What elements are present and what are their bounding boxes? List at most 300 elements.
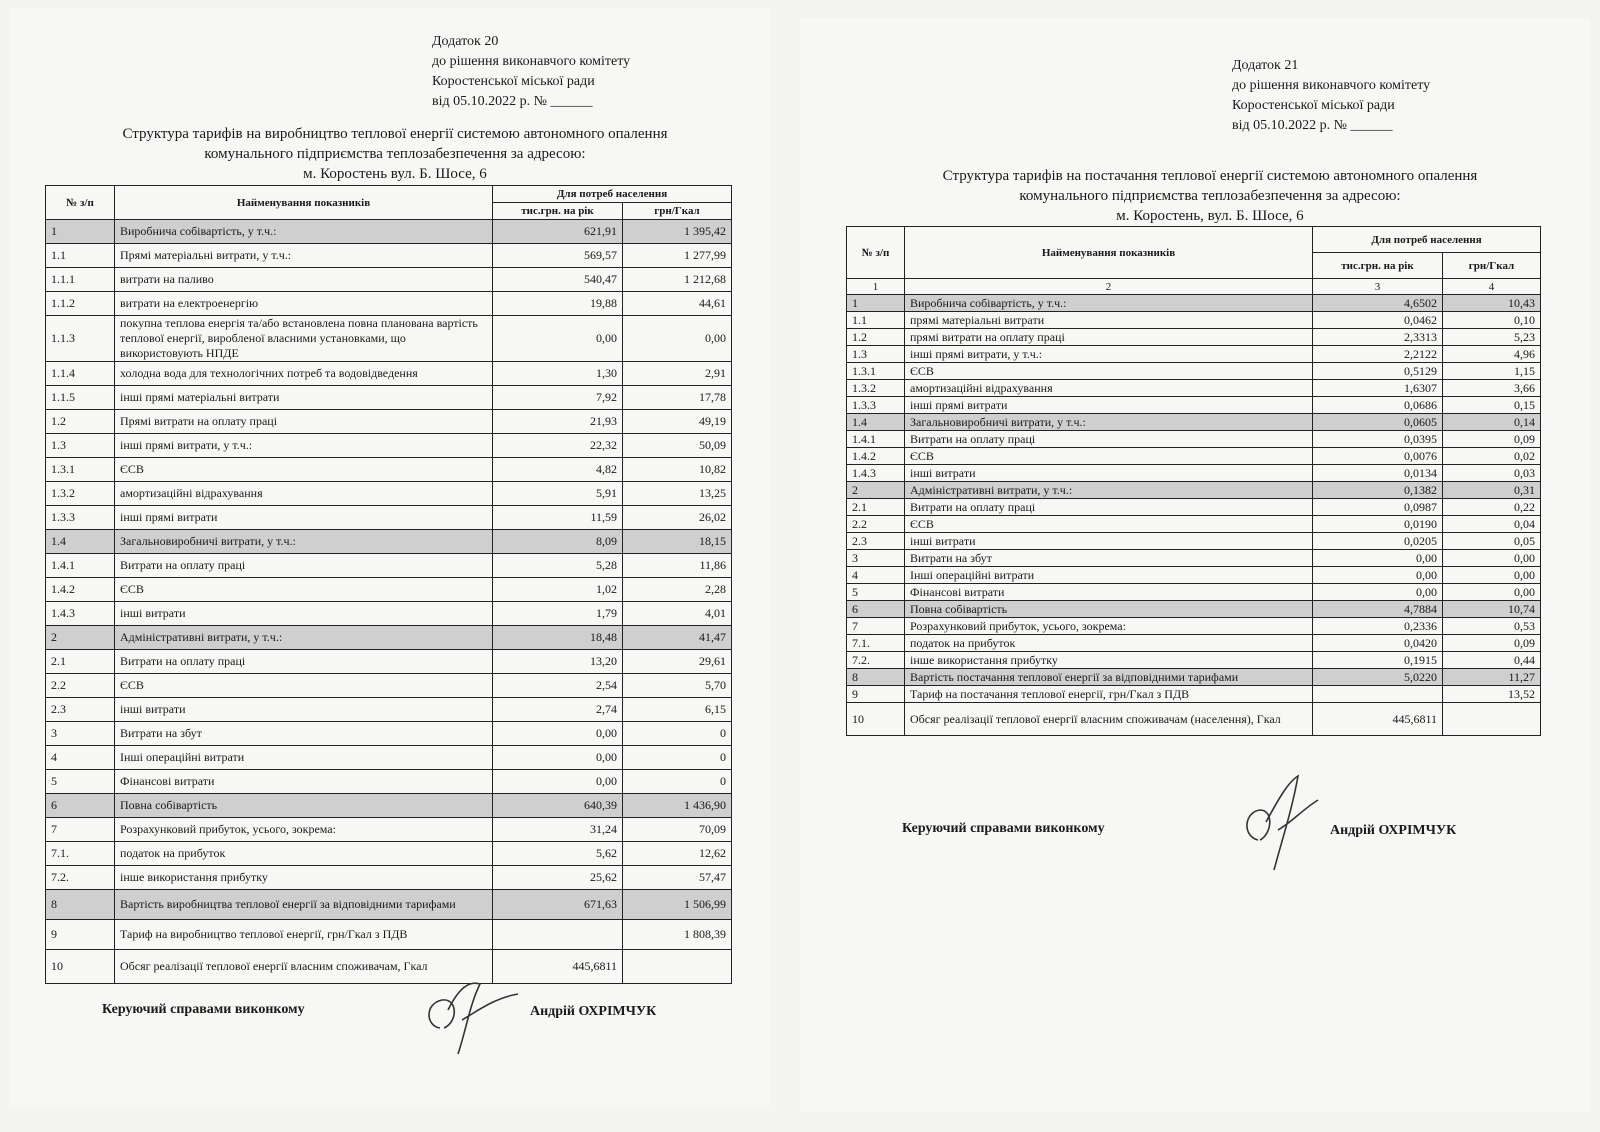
row-name: Вартість постачання теплової енергії за відповідними тарифами <box>905 669 1313 686</box>
right-table-body <box>847 295 1541 736</box>
row-name: ЄСВ <box>115 674 493 698</box>
row-name: інші витрати <box>115 698 493 722</box>
table-row <box>847 380 1541 397</box>
row-number: 3 <box>46 722 115 746</box>
row-value-thousand-uah: 5,0220 <box>1313 669 1443 686</box>
table-row <box>847 703 1541 736</box>
left-title: Структура тарифів на виробництво теплової енергії системою автономного опалення комунального підприємства теплозабезпечення за адресою: м. Коростень вул. Б. Шосе, 6 <box>122 126 668 182</box>
header-name: Найменування показників <box>905 227 1313 279</box>
header-col1: тис.грн. на рік <box>493 203 623 220</box>
row-value-uah-per-gcal: 0,22 <box>1443 499 1541 516</box>
row-value-uah-per-gcal: 4,01 <box>623 602 732 626</box>
row-name: Витрати на оплату праці <box>115 650 493 674</box>
row-value-uah-per-gcal: 0 <box>623 722 732 746</box>
row-name: ЄСВ <box>115 578 493 602</box>
row-number: 1.3 <box>46 434 115 458</box>
row-value-uah-per-gcal: 18,15 <box>623 530 732 554</box>
row-number: 2.2 <box>847 516 905 533</box>
row-name: Адміністративні витрати, у т.ч.: <box>115 626 493 650</box>
table-row <box>847 652 1541 669</box>
row-number: 2.3 <box>847 533 905 550</box>
row-value-thousand-uah: 0,1382 <box>1313 482 1443 499</box>
table-row <box>847 601 1541 618</box>
row-value-uah-per-gcal: 0,44 <box>1443 652 1541 669</box>
row-number: 4 <box>847 567 905 584</box>
table-row <box>847 584 1541 601</box>
row-value-uah-per-gcal: 11,86 <box>623 554 732 578</box>
row-number: 2.1 <box>847 499 905 516</box>
row-name: Фінансові витрати <box>905 584 1313 601</box>
table-row <box>46 220 732 244</box>
row-name: інші прямі матеріальні витрати <box>115 386 493 410</box>
row-value-thousand-uah: 5,91 <box>493 482 623 506</box>
right-handwritten-signature <box>1238 770 1338 880</box>
row-value-uah-per-gcal: 44,61 <box>623 292 732 316</box>
row-number: 1.4.3 <box>847 465 905 482</box>
header-group: Для потреб населення <box>1313 227 1541 253</box>
row-number: 7 <box>847 618 905 635</box>
table-row <box>847 499 1541 516</box>
table-row <box>46 842 732 866</box>
row-value-uah-per-gcal: 0 <box>623 746 732 770</box>
header-col2: грн/Гкал <box>1443 253 1541 279</box>
row-value-thousand-uah: 5,28 <box>493 554 623 578</box>
row-name: Прямі матеріальні витрати, у т.ч.: <box>115 244 493 268</box>
table-row <box>46 866 732 890</box>
row-value-thousand-uah: 0,5129 <box>1313 363 1443 380</box>
row-value-uah-per-gcal: 11,27 <box>1443 669 1541 686</box>
row-value-thousand-uah: 445,6811 <box>1313 703 1443 736</box>
row-value-uah-per-gcal: 1 395,42 <box>623 220 732 244</box>
row-value-thousand-uah: 13,20 <box>493 650 623 674</box>
row-name: Фінансові витрати <box>115 770 493 794</box>
left-table-body <box>46 220 732 984</box>
right-addendum: Додаток 21 до рішення виконавчого комітету Коростенської міської ради від 05.10.2022 р. № ______ <box>1232 58 1431 133</box>
table-row <box>46 506 732 530</box>
row-value-thousand-uah: 1,30 <box>493 362 623 386</box>
row-value-thousand-uah: 4,6502 <box>1313 295 1443 312</box>
table-row <box>46 244 732 268</box>
row-number: 3 <box>847 550 905 567</box>
table-row <box>847 482 1541 499</box>
header-index: 3 <box>1313 279 1443 295</box>
row-name: інші прямі витрати <box>905 397 1313 414</box>
row-value-uah-per-gcal: 1 212,68 <box>623 268 732 292</box>
table-row <box>46 890 732 920</box>
right-title: Структура тарифів на постачання теплової енергії системою автономного опалення комунального підприємства теплозабезпечення за адресою: м. Коростень, вул. Б. Шосе, 6 <box>942 168 1478 224</box>
row-name: інші прямі витрати <box>115 506 493 530</box>
row-value-thousand-uah: 0,0420 <box>1313 635 1443 652</box>
row-value-thousand-uah: 0,0605 <box>1313 414 1443 431</box>
row-value-uah-per-gcal: 49,19 <box>623 410 732 434</box>
row-number: 1.1.4 <box>46 362 115 386</box>
row-value-uah-per-gcal <box>1443 703 1541 736</box>
row-value-thousand-uah: 1,02 <box>493 578 623 602</box>
row-value-uah-per-gcal: 0,02 <box>1443 448 1541 465</box>
row-name: податок на прибуток <box>905 635 1313 652</box>
header-num: № з/п <box>46 186 115 220</box>
row-name: інше використання прибутку <box>905 652 1313 669</box>
row-name: Прямі витрати на оплату праці <box>115 410 493 434</box>
row-value-thousand-uah: 0,0076 <box>1313 448 1443 465</box>
row-value-thousand-uah <box>493 920 623 950</box>
row-value-thousand-uah: 0,00 <box>493 770 623 794</box>
row-value-thousand-uah: 4,7884 <box>1313 601 1443 618</box>
row-value-uah-per-gcal: 10,82 <box>623 458 732 482</box>
table-row <box>46 386 732 410</box>
row-number: 1.4.2 <box>847 448 905 465</box>
row-value-thousand-uah: 0,00 <box>1313 550 1443 567</box>
row-value-uah-per-gcal: 0,15 <box>1443 397 1541 414</box>
row-number: 9 <box>847 686 905 703</box>
table-row <box>46 458 732 482</box>
table-row <box>847 550 1541 567</box>
table-row <box>46 268 732 292</box>
row-number: 1.3.2 <box>46 482 115 506</box>
row-number: 1.3.2 <box>847 380 905 397</box>
table-row <box>46 410 732 434</box>
row-value-thousand-uah: 0,2336 <box>1313 618 1443 635</box>
row-value-uah-per-gcal: 1,15 <box>1443 363 1541 380</box>
row-number: 1.1.1 <box>46 268 115 292</box>
table-row <box>847 346 1541 363</box>
row-value-thousand-uah: 1,6307 <box>1313 380 1443 397</box>
row-value-uah-per-gcal: 0,00 <box>623 316 732 362</box>
row-number: 1.4.2 <box>46 578 115 602</box>
row-value-uah-per-gcal: 0,10 <box>1443 312 1541 329</box>
row-number: 1 <box>847 295 905 312</box>
row-value-thousand-uah: 2,3313 <box>1313 329 1443 346</box>
row-number: 7.1. <box>46 842 115 866</box>
row-number: 10 <box>46 950 115 984</box>
row-number: 2 <box>46 626 115 650</box>
row-value-thousand-uah: 0,00 <box>493 722 623 746</box>
row-value-uah-per-gcal: 0,00 <box>1443 567 1541 584</box>
row-number: 2.1 <box>46 650 115 674</box>
row-name: Витрати на оплату праці <box>905 431 1313 448</box>
row-value-thousand-uah: 0,00 <box>1313 584 1443 601</box>
row-value-thousand-uah: 11,59 <box>493 506 623 530</box>
row-value-thousand-uah: 0,0134 <box>1313 465 1443 482</box>
row-value-thousand-uah: 19,88 <box>493 292 623 316</box>
row-number: 7.1. <box>847 635 905 652</box>
row-value-thousand-uah: 0,00 <box>493 746 623 770</box>
row-number: 1.3.3 <box>46 506 115 530</box>
row-number: 7.2. <box>46 866 115 890</box>
table-row <box>46 698 732 722</box>
row-value-uah-per-gcal: 0,03 <box>1443 465 1541 482</box>
row-name: Виробнича собівартість, у т.ч.: <box>115 220 493 244</box>
row-value-uah-per-gcal: 57,47 <box>623 866 732 890</box>
table-row <box>46 650 732 674</box>
header-col1: тис.грн. на рік <box>1313 253 1443 279</box>
row-name: холодна вода для технологічних потреб та водовідведення <box>115 362 493 386</box>
left-addendum: Додаток 20 до рішення виконавчого комітету Коростенської міської ради від 05.10.2022 р. № ______ <box>432 34 631 109</box>
left-signature-role: Керуючий справами виконкому <box>102 1002 305 1017</box>
row-value-thousand-uah: 7,92 <box>493 386 623 410</box>
row-number: 1 <box>46 220 115 244</box>
row-number: 4 <box>46 746 115 770</box>
row-name: Виробнича собівартість, у т.ч.: <box>905 295 1313 312</box>
row-value-thousand-uah: 21,93 <box>493 410 623 434</box>
row-name: Розрахунковий прибуток, усього, зокрема: <box>905 618 1313 635</box>
table-row <box>46 602 732 626</box>
row-number: 6 <box>847 601 905 618</box>
row-name: покупна теплова енергія та/або встановлена повна планована вартість теплової енергії, виробленої власними установками, що використовують НПДЕ <box>115 316 493 362</box>
row-value-thousand-uah: 0,0395 <box>1313 431 1443 448</box>
row-value-thousand-uah: 0,0462 <box>1313 312 1443 329</box>
row-value-uah-per-gcal: 6,15 <box>623 698 732 722</box>
row-number: 1.1.5 <box>46 386 115 410</box>
row-value-thousand-uah: 2,2122 <box>1313 346 1443 363</box>
row-value-thousand-uah: 569,57 <box>493 244 623 268</box>
row-name: Обсяг реалізації теплової енергії власним споживачам, Гкал <box>115 950 493 984</box>
row-value-thousand-uah: 2,74 <box>493 698 623 722</box>
row-value-thousand-uah: 22,32 <box>493 434 623 458</box>
row-number: 5 <box>847 584 905 601</box>
row-value-uah-per-gcal: 0,31 <box>1443 482 1541 499</box>
row-name: Адміністративні витрати, у т.ч.: <box>905 482 1313 499</box>
table-row <box>46 316 732 362</box>
row-number: 1.3 <box>847 346 905 363</box>
table-row <box>46 578 732 602</box>
table-row <box>847 448 1541 465</box>
row-value-thousand-uah: 2,54 <box>493 674 623 698</box>
row-value-thousand-uah: 25,62 <box>493 866 623 890</box>
row-value-thousand-uah: 0,00 <box>493 316 623 362</box>
row-number: 1.2 <box>46 410 115 434</box>
row-name: амортизаційні відрахування <box>115 482 493 506</box>
row-value-thousand-uah: 0,1915 <box>1313 652 1443 669</box>
table-row <box>46 554 732 578</box>
row-number: 1.2 <box>847 329 905 346</box>
table-row <box>46 770 732 794</box>
table-row <box>847 516 1541 533</box>
row-number: 1.4.1 <box>46 554 115 578</box>
row-name: ЄСВ <box>905 448 1313 465</box>
row-name: Обсяг реалізації теплової енергії власним споживачам (населення), Гкал <box>905 703 1313 736</box>
row-number: 1.1.3 <box>46 316 115 362</box>
row-number: 2.2 <box>46 674 115 698</box>
row-value-uah-per-gcal: 0,04 <box>1443 516 1541 533</box>
table-row <box>847 618 1541 635</box>
header-index: 1 <box>847 279 905 295</box>
row-name: інші витрати <box>115 602 493 626</box>
left-handwritten-signature <box>418 970 538 1060</box>
row-number: 1.1 <box>847 312 905 329</box>
row-value-thousand-uah: 445,6811 <box>493 950 623 984</box>
row-name: ЄСВ <box>115 458 493 482</box>
table-row <box>847 363 1541 380</box>
table-row <box>46 434 732 458</box>
header-index: 2 <box>905 279 1313 295</box>
row-name: інше використання прибутку <box>115 866 493 890</box>
header-group: Для потреб населення <box>493 186 732 203</box>
row-value-uah-per-gcal: 1 277,99 <box>623 244 732 268</box>
row-name: Витрати на збут <box>115 722 493 746</box>
row-name: інші прямі витрати, у т.ч.: <box>115 434 493 458</box>
row-number: 1.1 <box>46 244 115 268</box>
row-value-uah-per-gcal: 2,28 <box>623 578 732 602</box>
row-value-thousand-uah: 8,09 <box>493 530 623 554</box>
row-value-thousand-uah: 540,47 <box>493 268 623 292</box>
row-value-uah-per-gcal: 1 808,39 <box>623 920 732 950</box>
row-name: прямі витрати на оплату праці <box>905 329 1313 346</box>
row-name: витрати на електроенергію <box>115 292 493 316</box>
left-signature-name: Андрій ОХРІМЧУК <box>530 1004 657 1019</box>
row-name: інші витрати <box>905 533 1313 550</box>
row-value-uah-per-gcal: 0,00 <box>1443 584 1541 601</box>
table-row <box>847 295 1541 312</box>
row-number: 5 <box>46 770 115 794</box>
table-row <box>46 674 732 698</box>
row-value-uah-per-gcal: 41,47 <box>623 626 732 650</box>
row-value-uah-per-gcal: 2,91 <box>623 362 732 386</box>
row-value-thousand-uah: 0,0190 <box>1313 516 1443 533</box>
row-name: Інші операційні витрати <box>905 567 1313 584</box>
table-row <box>46 530 732 554</box>
row-value-uah-per-gcal: 17,78 <box>623 386 732 410</box>
table-row <box>847 567 1541 584</box>
row-value-thousand-uah: 0,0987 <box>1313 499 1443 516</box>
table-row <box>847 414 1541 431</box>
table-row <box>847 686 1541 703</box>
table-row <box>847 312 1541 329</box>
row-name: Розрахунковий прибуток, усього, зокрема: <box>115 818 493 842</box>
row-number: 9 <box>46 920 115 950</box>
row-number: 6 <box>46 794 115 818</box>
header-num: № з/п <box>847 227 905 279</box>
table-row <box>46 818 732 842</box>
row-value-uah-per-gcal: 0,05 <box>1443 533 1541 550</box>
row-value-thousand-uah: 671,63 <box>493 890 623 920</box>
right-signature-name: Андрій ОХРІМЧУК <box>1330 823 1457 838</box>
row-name: Витрати на оплату праці <box>115 554 493 578</box>
row-value-uah-per-gcal: 0,14 <box>1443 414 1541 431</box>
right-signature-role: Керуючий справами виконкому <box>902 821 1105 836</box>
row-value-uah-per-gcal: 5,23 <box>1443 329 1541 346</box>
row-number: 10 <box>847 703 905 736</box>
row-number: 1.3.1 <box>847 363 905 380</box>
row-number: 1.3.3 <box>847 397 905 414</box>
row-name: Тариф на виробництво теплової енергії, грн/Гкал з ПДВ <box>115 920 493 950</box>
row-number: 2 <box>847 482 905 499</box>
row-number: 8 <box>46 890 115 920</box>
row-name: інші витрати <box>905 465 1313 482</box>
row-value-thousand-uah: 1,79 <box>493 602 623 626</box>
row-name: ЄСВ <box>905 516 1313 533</box>
table-row <box>46 794 732 818</box>
table-row <box>46 362 732 386</box>
row-name: Загальновиробничі витрати, у т.ч.: <box>905 414 1313 431</box>
row-value-uah-per-gcal: 0 <box>623 770 732 794</box>
row-value-uah-per-gcal: 13,25 <box>623 482 732 506</box>
row-number: 7 <box>46 818 115 842</box>
row-name: Тариф на постачання теплової енергії, грн/Гкал з ПДВ <box>905 686 1313 703</box>
right-tariff-table <box>846 226 1541 736</box>
left-tariff-table <box>45 185 732 984</box>
table-row <box>46 292 732 316</box>
row-value-uah-per-gcal: 29,61 <box>623 650 732 674</box>
row-name: Вартість виробництва теплової енергії за відповідними тарифами <box>115 890 493 920</box>
row-value-thousand-uah <box>1313 686 1443 703</box>
table-row <box>847 329 1541 346</box>
table-row <box>46 746 732 770</box>
row-value-uah-per-gcal: 0,09 <box>1443 635 1541 652</box>
table-row <box>847 397 1541 414</box>
row-name: амортизаційні відрахування <box>905 380 1313 397</box>
row-value-uah-per-gcal: 0,53 <box>1443 618 1541 635</box>
row-value-uah-per-gcal: 70,09 <box>623 818 732 842</box>
row-name: Витрати на оплату праці <box>905 499 1313 516</box>
row-value-uah-per-gcal: 26,02 <box>623 506 732 530</box>
header-name: Найменування показників <box>115 186 493 220</box>
row-number: 8 <box>847 669 905 686</box>
row-value-thousand-uah: 0,00 <box>1313 567 1443 584</box>
table-row <box>46 626 732 650</box>
table-row <box>46 482 732 506</box>
row-value-uah-per-gcal: 10,74 <box>1443 601 1541 618</box>
row-number: 1.4 <box>46 530 115 554</box>
row-number: 1.4 <box>847 414 905 431</box>
table-row <box>847 431 1541 448</box>
row-value-thousand-uah: 18,48 <box>493 626 623 650</box>
row-value-thousand-uah: 0,0686 <box>1313 397 1443 414</box>
row-number: 7.2. <box>847 652 905 669</box>
row-number: 1.1.2 <box>46 292 115 316</box>
row-value-thousand-uah: 4,82 <box>493 458 623 482</box>
row-name: інші прямі витрати, у т.ч.: <box>905 346 1313 363</box>
row-name: Повна собівартість <box>115 794 493 818</box>
row-name: Повна собівартість <box>905 601 1313 618</box>
row-value-uah-per-gcal: 4,96 <box>1443 346 1541 363</box>
table-row <box>847 465 1541 482</box>
row-value-uah-per-gcal: 13,52 <box>1443 686 1541 703</box>
row-value-uah-per-gcal: 1 436,90 <box>623 794 732 818</box>
row-value-uah-per-gcal: 3,66 <box>1443 380 1541 397</box>
table-row <box>847 669 1541 686</box>
row-name: ЄСВ <box>905 363 1313 380</box>
row-value-uah-per-gcal: 50,09 <box>623 434 732 458</box>
table-row <box>46 920 732 950</box>
row-value-thousand-uah: 0,0205 <box>1313 533 1443 550</box>
row-name: прямі матеріальні витрати <box>905 312 1313 329</box>
table-row <box>847 635 1541 652</box>
row-value-uah-per-gcal <box>623 950 732 984</box>
header-col2: грн/Гкал <box>623 203 732 220</box>
row-value-uah-per-gcal: 12,62 <box>623 842 732 866</box>
row-value-thousand-uah: 621,91 <box>493 220 623 244</box>
row-value-thousand-uah: 640,39 <box>493 794 623 818</box>
row-value-thousand-uah: 5,62 <box>493 842 623 866</box>
row-value-thousand-uah: 31,24 <box>493 818 623 842</box>
row-name: податок на прибуток <box>115 842 493 866</box>
header-index: 4 <box>1443 279 1541 295</box>
row-number: 2.3 <box>46 698 115 722</box>
table-row <box>46 722 732 746</box>
row-name: Загальновиробничі витрати, у т.ч.: <box>115 530 493 554</box>
table-row <box>847 533 1541 550</box>
row-number: 1.4.1 <box>847 431 905 448</box>
row-value-uah-per-gcal: 0,00 <box>1443 550 1541 567</box>
row-value-uah-per-gcal: 1 506,99 <box>623 890 732 920</box>
row-value-uah-per-gcal: 10,43 <box>1443 295 1541 312</box>
row-name: витрати на паливо <box>115 268 493 292</box>
row-number: 1.4.3 <box>46 602 115 626</box>
row-number: 1.3.1 <box>46 458 115 482</box>
table-row <box>46 950 732 984</box>
row-value-uah-per-gcal: 5,70 <box>623 674 732 698</box>
